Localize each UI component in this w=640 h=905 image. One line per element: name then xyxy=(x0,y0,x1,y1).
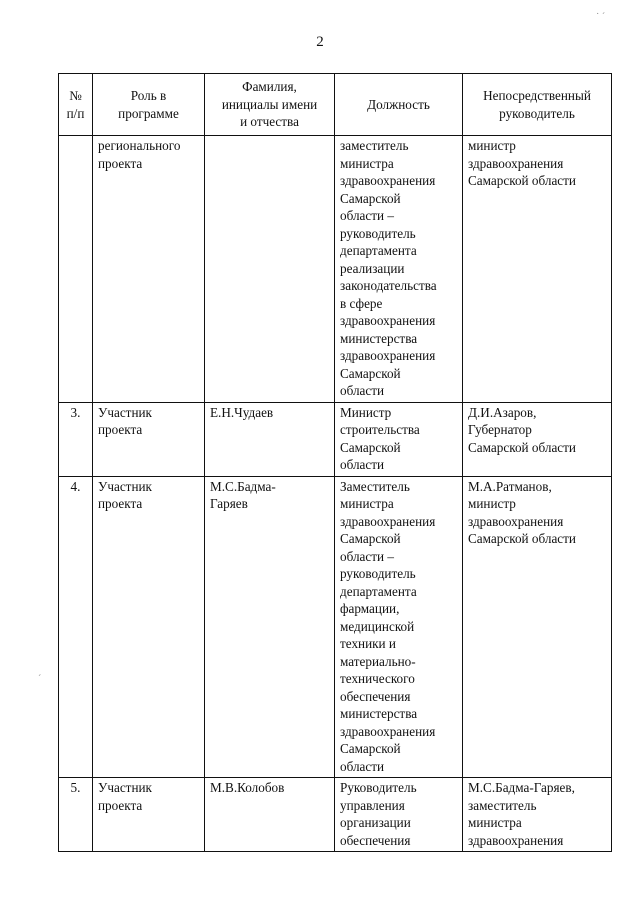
scan-mark: ´ xyxy=(38,674,42,685)
cell-name: Е.Н.Чудаев xyxy=(205,402,335,476)
cell-number: 5. xyxy=(59,778,93,852)
cell-name xyxy=(205,136,335,403)
cell-number: 4. xyxy=(59,476,93,778)
cell-position: заместитель министра здравоохранения Самарской области – руководитель департамента реализации законодательства в сфере здравоохранения министерства здравоохранения Самарской области xyxy=(335,136,463,403)
header-manager: Непосредственный руководитель xyxy=(463,74,612,136)
cell-manager: М.С.Бадма-Гаряев, заместитель министра здравоохранения xyxy=(463,778,612,852)
scan-mark: ˙ ´ xyxy=(596,12,606,23)
table-row xyxy=(59,476,612,778)
cell-position: Руководитель управления организации обеспечения xyxy=(335,778,463,852)
participants-table xyxy=(58,73,612,852)
cell-manager: М.А.Ратманов, министр здравоохранения Самарской области xyxy=(463,476,612,778)
table-row xyxy=(59,402,612,476)
cell-manager: министр здравоохранения Самарской области xyxy=(463,136,612,403)
header-name: Фамилия, инициалы имени и отчества xyxy=(205,74,335,136)
cell-number xyxy=(59,136,93,403)
cell-manager: Д.И.Азаров, Губернатор Самарской области xyxy=(463,402,612,476)
cell-position: Министр строительства Самарской области xyxy=(335,402,463,476)
cell-role: Участник проекта xyxy=(93,476,205,778)
table-header-row xyxy=(59,74,612,136)
cell-role: Участник проекта xyxy=(93,778,205,852)
header-number: № п/п xyxy=(59,74,93,136)
cell-position: Заместитель министра здравоохранения Самарской области – руководитель департамента фармации, медицинской техники и материально- технического обеспечения министерства здравоохранения Самарской области xyxy=(335,476,463,778)
cell-number: 3. xyxy=(59,402,93,476)
cell-role: Участник проекта xyxy=(93,402,205,476)
header-role: Роль в программе xyxy=(93,74,205,136)
cell-role: регионального проекта xyxy=(93,136,205,403)
cell-name: М.С.Бадма- Гаряев xyxy=(205,476,335,778)
table-row xyxy=(59,136,612,403)
table-row xyxy=(59,778,612,852)
page-number: 2 xyxy=(316,34,324,50)
header-position: Должность xyxy=(335,74,463,136)
cell-name: М.В.Колобов xyxy=(205,778,335,852)
